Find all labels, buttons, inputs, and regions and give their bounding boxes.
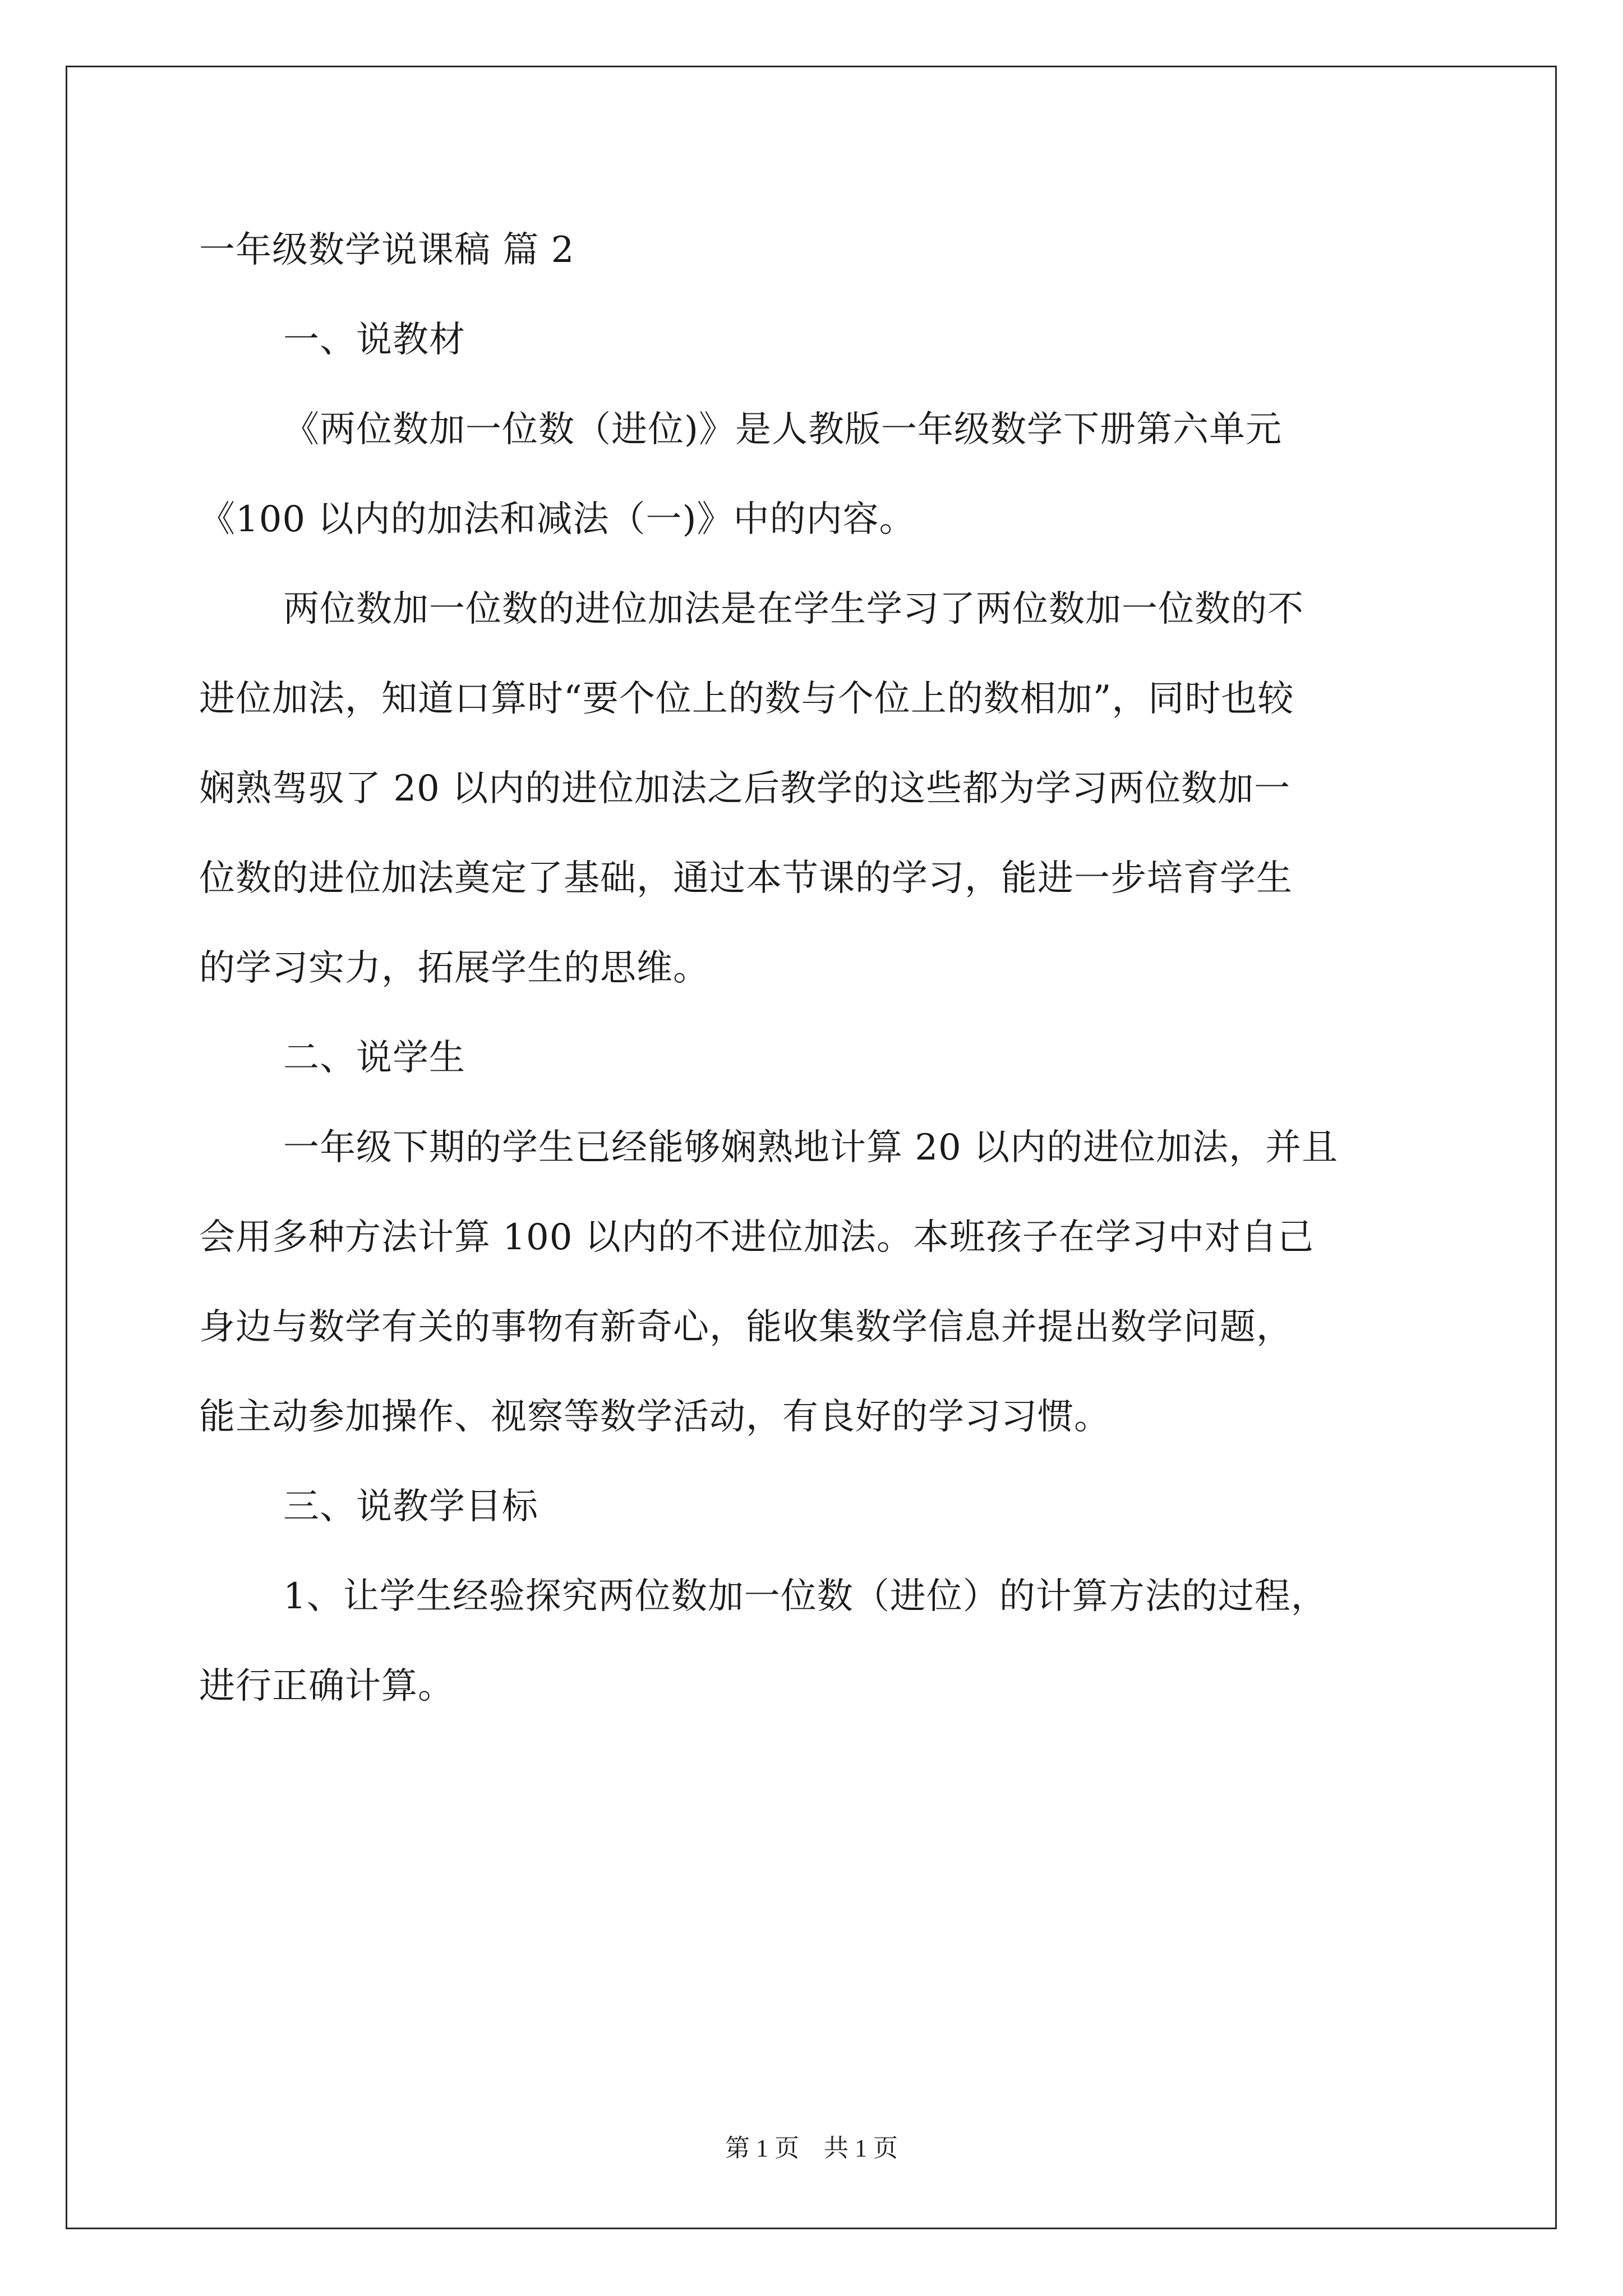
paragraph-line: 《100 以内的加法和减法（一)》中的内容。 bbox=[199, 499, 916, 540]
paragraph-line: 娴熟驾驭了 20 以内的进位加法之后教学的这些都为学习两位数加一 bbox=[199, 768, 1291, 809]
paragraph-line: 能主动参加操作、视察等数学活动，有良好的学习习惯。 bbox=[199, 1396, 1110, 1438]
paragraph-line: 1、让学生经验探究两位数加一位数（进位）的计算方法的过程， bbox=[283, 1576, 1327, 1617]
paragraph-line: 进位加法，知道口算时“要个位上的数与个位上的数相加”，同时也较 bbox=[199, 678, 1294, 720]
paragraph-line: 会用多种方法计算 100 以内的不进位加法。本班孩子在学习中对自己 bbox=[199, 1217, 1314, 1258]
section-heading-students: 二、说学生 bbox=[283, 1037, 465, 1079]
paragraph-line: 的学习实力，拓展学生的思维。 bbox=[199, 947, 709, 989]
section-heading-textbook: 一、说教材 bbox=[283, 319, 465, 361]
paragraph-line: 进行正确计算。 bbox=[199, 1665, 454, 1707]
paragraph-line: 一年级下期的学生已经能够娴熟地计算 20 以内的进位加法，并且 bbox=[283, 1127, 1339, 1168]
paragraph-line: 位数的进位加法奠定了基础，通过本节课的学习，能进一步培育学生 bbox=[199, 858, 1293, 899]
paragraph-line: 《两位数加一位数（进位)》是人教版一年级数学下册第六单元 bbox=[283, 409, 1282, 450]
paragraph-line: 身边与数学有关的事物有新奇心，能收集数学信息并提出数学问题， bbox=[199, 1306, 1293, 1348]
document-title: 一年级数学说课稿 篇 2 bbox=[199, 229, 575, 271]
section-heading-objectives: 三、说教学目标 bbox=[283, 1486, 538, 1527]
page-footer: 第 1 页 共 1 页 bbox=[725, 2134, 898, 2162]
paragraph-line: 两位数加一位数的进位加法是在学生学习了两位数加一位数的不 bbox=[283, 588, 1304, 630]
